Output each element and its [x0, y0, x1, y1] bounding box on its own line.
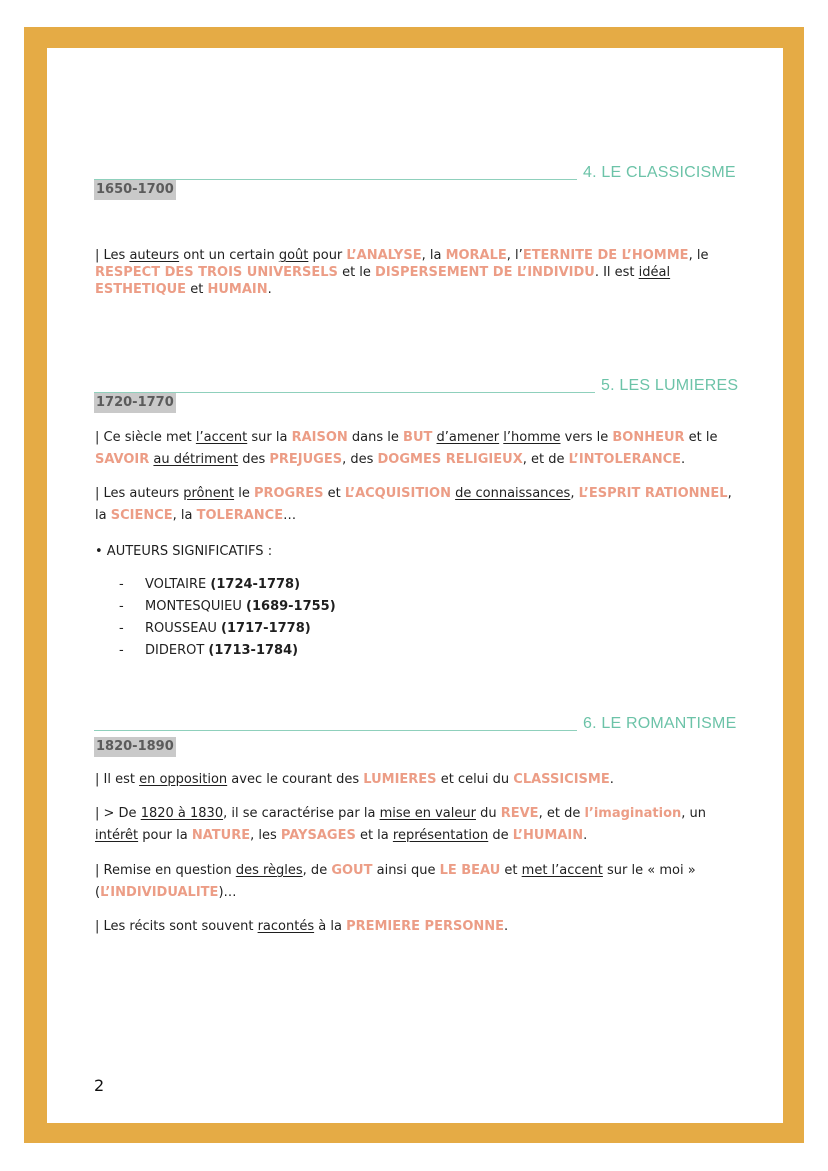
highlight-term: TOLERANCE — [196, 508, 284, 523]
text-run: , de — [302, 863, 332, 878]
text-run: )… — [218, 885, 237, 900]
highlight-term: ESTHETIQUE — [95, 282, 187, 297]
underlined-term: l’accent — [195, 430, 248, 445]
text-run: ainsi que — [372, 863, 440, 878]
underlined-term: l’homme — [503, 430, 561, 445]
date-badge: 1720-1770 — [94, 393, 176, 413]
text-run: . — [609, 772, 614, 787]
text-run: , et de — [522, 452, 569, 467]
text-run: de — [488, 828, 513, 843]
underlined-term: idéal — [638, 265, 671, 280]
highlight-term: L’ANALYSE — [346, 248, 422, 263]
text-run: , la — [95, 486, 732, 523]
text-run: et la — [355, 828, 393, 843]
highlight-term: PROGRES — [253, 486, 324, 501]
highlight-term: NATURE — [191, 828, 251, 843]
text-run: , l’ — [506, 248, 523, 263]
highlight-term: L’HUMAIN — [512, 828, 584, 843]
text-run: pour — [308, 248, 347, 263]
highlight-term: PAYSAGES — [280, 828, 356, 843]
authors-heading: • AUTEURS SIGNIFICATIFS : — [95, 544, 273, 559]
text-run: | > De — [95, 806, 141, 821]
highlight-term: DOGMES RELIGIEUX — [377, 452, 523, 467]
highlight-term: REVE — [500, 806, 539, 821]
paragraph — [95, 247, 735, 298]
highlight-term: DISPERSEMENT DE L’INDIVIDU — [375, 265, 595, 280]
text-run: , des — [342, 452, 378, 467]
underlined-term: goût — [278, 248, 309, 263]
page-number: 2 — [94, 1076, 105, 1095]
text-run: | Les auteurs — [95, 486, 184, 501]
underlined-term: d’amener — [436, 430, 500, 445]
text-run: | Les récits sont souvent — [95, 919, 258, 934]
text-run: sur le « moi » ( — [95, 863, 696, 900]
text-run: vers le — [560, 430, 613, 445]
text-run: , le — [688, 248, 709, 263]
text-run: | Remise en question — [95, 863, 236, 878]
underlined-term: mise en valeur — [379, 806, 476, 821]
text-run: | Ce siècle met — [95, 430, 196, 445]
underlined-term: racontés — [257, 919, 315, 934]
highlight-term: HUMAIN — [207, 282, 268, 297]
text-run: . Il est — [594, 265, 639, 280]
underlined-term: met l’accent — [521, 863, 603, 878]
paragraph — [95, 803, 735, 847]
section-heading-romantisme — [94, 711, 737, 733]
underlined-term: représentation — [392, 828, 489, 843]
list-item: - DIDEROT (1713-1784) — [119, 643, 299, 658]
underlined-term: prônent — [183, 486, 235, 501]
underlined-term: des règles — [235, 863, 303, 878]
text-run: ont un certain — [179, 248, 279, 263]
text-run: . — [267, 282, 272, 297]
underlined-term: auteurs — [129, 248, 180, 263]
text-run: | Il est — [95, 772, 140, 787]
paragraph — [95, 427, 735, 471]
highlight-term: PREMIERE PERSONNE — [346, 919, 505, 934]
section-heading-classicisme — [94, 160, 734, 182]
text-run: dans le — [347, 430, 404, 445]
text-run: et — [323, 486, 345, 501]
text-run: et — [186, 282, 208, 297]
highlight-term: LE BEAU — [439, 863, 501, 878]
paragraph — [95, 769, 735, 791]
text-run: et le — [684, 430, 718, 445]
highlight-term: SCIENCE — [110, 508, 173, 523]
section-heading-lumieres — [94, 373, 739, 395]
paragraph — [95, 860, 735, 904]
underlined-term: 1820 à 1830 — [140, 806, 224, 821]
text-run: le — [234, 486, 254, 501]
highlight-term: SAVOIR — [95, 452, 150, 467]
text-run: du — [475, 806, 501, 821]
text-run: … — [283, 508, 297, 523]
highlight-term: l’imagination — [584, 806, 682, 821]
text-run: et celui du — [436, 772, 514, 787]
text-run: à la — [314, 919, 347, 934]
highlight-term: BONHEUR — [612, 430, 685, 445]
text-run: , un — [681, 806, 707, 821]
text-run: et le — [337, 265, 376, 280]
highlight-term: LUMIERES — [363, 772, 437, 787]
highlight-term: CLASSICISME — [513, 772, 610, 787]
highlight-term: BUT — [403, 430, 433, 445]
highlight-term: GOUT — [331, 863, 373, 878]
underlined-term: en opposition — [139, 772, 228, 787]
text-run: et — [500, 863, 522, 878]
list-item: - ROUSSEAU (1717-1778) — [119, 621, 311, 636]
text-run: , — [570, 486, 579, 501]
text-run: , la — [421, 248, 446, 263]
text-run: | Les — [95, 248, 130, 263]
section-title: 4. LE CLASSICISME — [583, 164, 736, 181]
date-badge: 1820-1890 — [94, 737, 176, 757]
text-run: pour la — [138, 828, 192, 843]
authors-list — [119, 574, 336, 662]
text-run: sur la — [247, 430, 292, 445]
highlight-term: L’INTOLERANCE — [568, 452, 681, 467]
text-run: des — [238, 452, 270, 467]
text-run: . — [504, 919, 509, 934]
text-run: . — [583, 828, 588, 843]
text-run: , et de — [538, 806, 585, 821]
date-badge: 1650-1700 — [94, 180, 176, 200]
text-run: , les — [250, 828, 281, 843]
section-title: 5. LES LUMIERES — [601, 377, 739, 394]
text-run: , il se caractérise par la — [223, 806, 380, 821]
highlight-term: ETERNITE DE L’HOMME — [522, 248, 689, 263]
text-run: . — [681, 452, 686, 467]
underlined-term: de connaissances — [455, 486, 571, 501]
highlight-term: PREJUGES — [269, 452, 343, 467]
highlight-term: MORALE — [445, 248, 507, 263]
heading-rule — [94, 730, 577, 731]
list-item: - MONTESQUIEU (1689-1755) — [119, 599, 336, 614]
list-item: - VOLTAIRE (1724-1778) — [119, 577, 301, 592]
highlight-term: RAISON — [291, 430, 348, 445]
paragraph — [95, 483, 735, 527]
text-run: avec le courant des — [227, 772, 364, 787]
highlight-term: RESPECT DES TROIS UNIVERSELS — [95, 265, 338, 280]
section-title: 6. LE ROMANTISME — [583, 715, 737, 732]
underlined-term: au détriment — [153, 452, 239, 467]
paragraph — [95, 916, 735, 938]
highlight-term: L’ESPRIT RATIONNEL — [578, 486, 728, 501]
underlined-term: intérêt — [95, 828, 139, 843]
highlight-term: L’ACQUISITION — [344, 486, 451, 501]
text-run: , la — [172, 508, 197, 523]
highlight-term: L’INDIVIDUALITE — [100, 885, 219, 900]
